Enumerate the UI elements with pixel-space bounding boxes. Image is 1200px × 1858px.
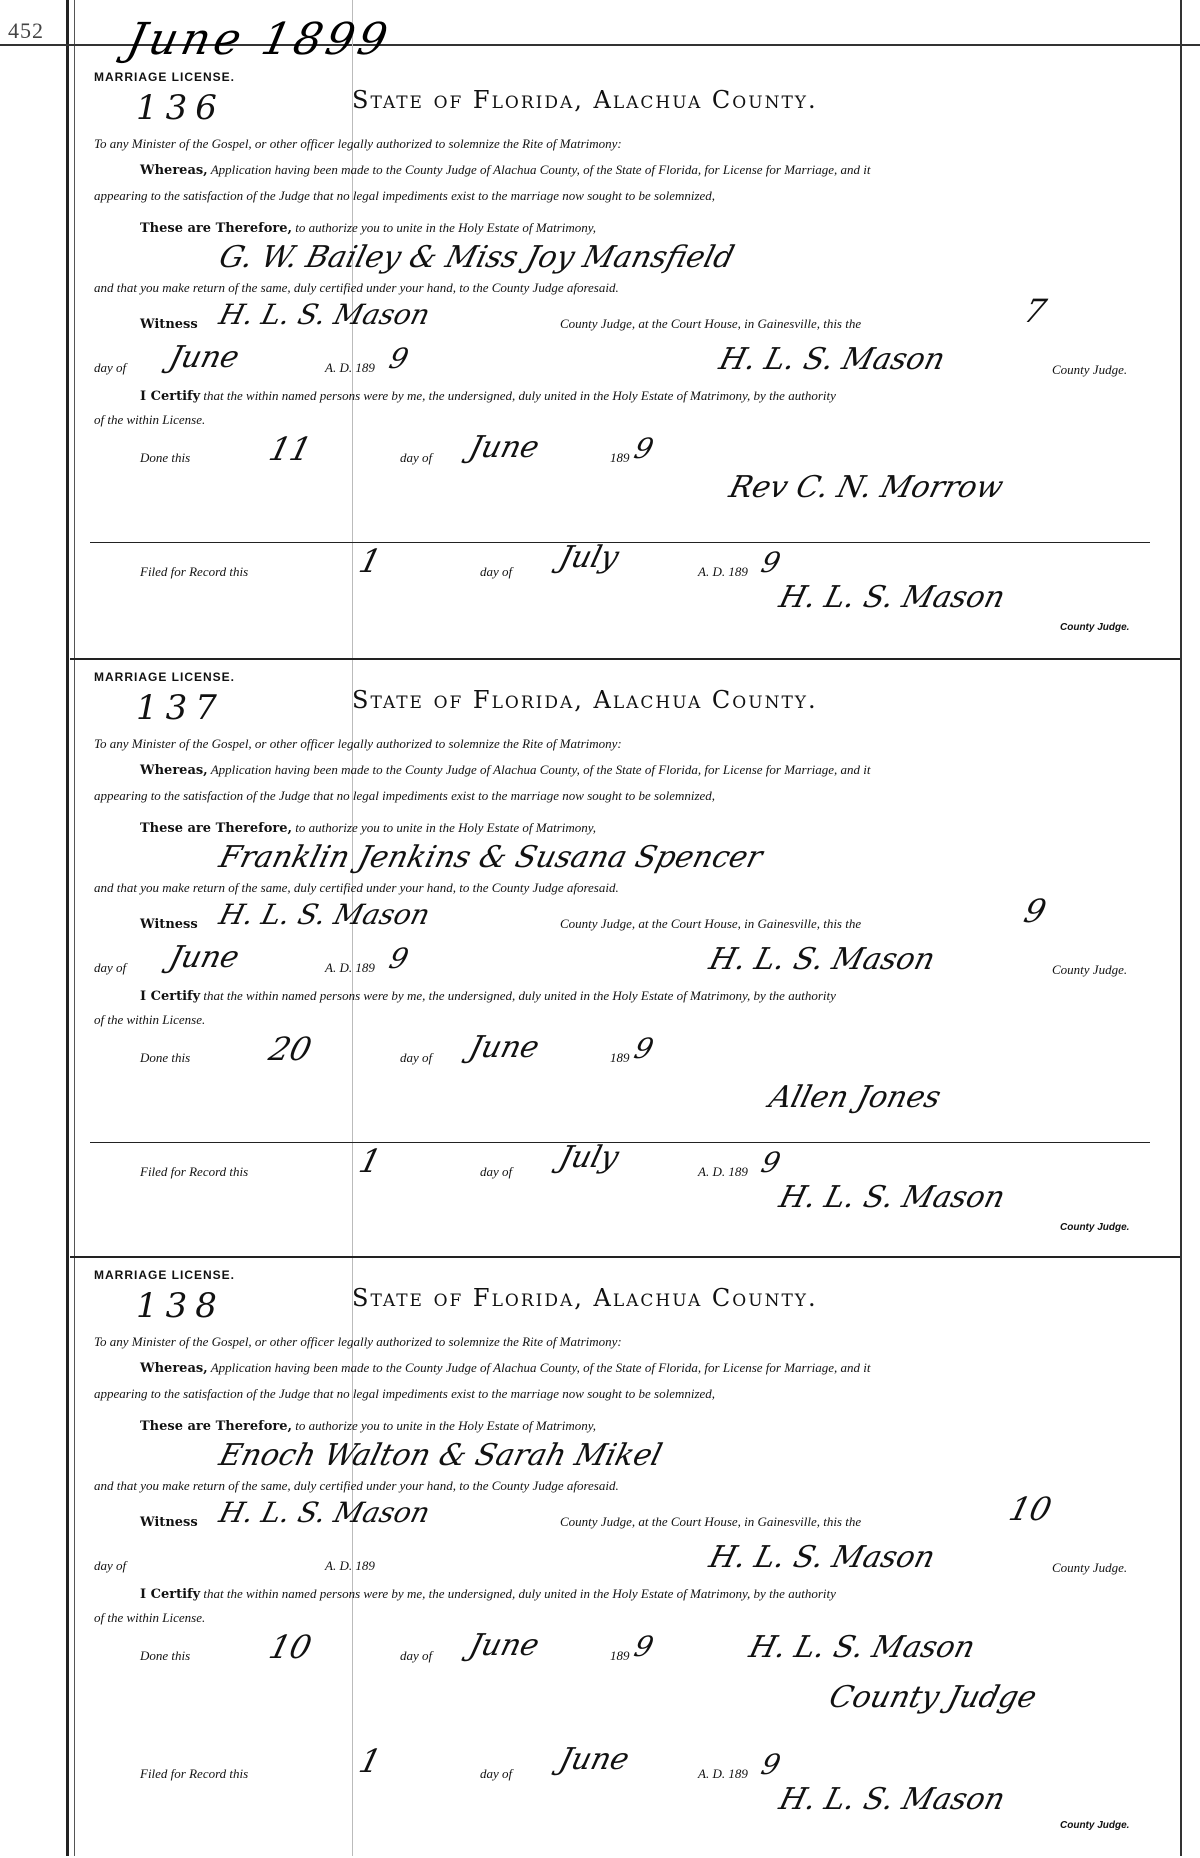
line-whereas [140,762,871,778]
county-judge-label: County Judge. [1052,962,1128,977]
done-month: June [465,1628,543,1663]
issue-day: 10 [1005,1490,1056,1528]
judge-signature: H. L. S. Mason [705,942,939,977]
filed-label: Filed for Record this [140,1164,249,1179]
state-title: State of Florida, Alachua County. [352,86,818,114]
filed-label: Filed for Record this [140,564,249,579]
witness-text: County Judge, at the Court House, in Gainesville, this the [560,316,862,331]
issue-month: June [165,940,243,975]
filed-day: 1 [355,1142,386,1180]
line-to-any-minister: To any Minister of the Gospel, or other officer legally authorized to solemnize the Rite of Matrimony: [94,136,622,151]
day-of-label: day of [94,360,127,375]
these-text: to authorize you to unite in the Holy Estate of Matrimony, [292,220,597,235]
done-month: June [465,1030,543,1065]
these-word: These are Therefore, [140,821,293,836]
line-make-return: and that you make return of the same, duly certified under your hand, to the County Judge aforesaid. [94,280,619,295]
these-word: These are Therefore, [140,1419,293,1434]
witness-judge-name: H. L. S. Mason [215,298,434,331]
line-appearing: appearing to the satisfaction of the Judge that no legal impediments exist to the marriage now sought to be solemnized, [94,1386,716,1401]
judge-signature: H. L. S. Mason [705,1540,939,1575]
filed-signature: H. L. S. Mason [775,580,1009,615]
license-divider-1 [70,658,1180,660]
filed-ad-label: A. D. 189 [698,564,748,579]
line-make-return: and that you make return of the same, duly certified under your hand, to the County Judge aforesaid. [94,880,619,895]
filed-day-of-label: day of [480,564,513,579]
done-year-digit: 9 [630,432,657,465]
filed-day: 1 [355,542,386,580]
done-year-digit: 9 [630,1032,657,1065]
done-year-prefix: 189 [610,450,630,465]
these-word: These are Therefore, [140,221,293,236]
filed-county-judge-label: County Judge. [1060,1820,1130,1831]
whereas-text: Application having been made to the County Judge of Alachua County, of the State of Florida, for License for Marriage, and it [207,1360,871,1375]
page-left-border-inner [74,0,75,1856]
page-left-border [66,0,69,1856]
license-label: MARRIAGE LICENSE. [94,670,236,684]
done-day: 20 [265,1030,316,1068]
whereas-text: Application having been made to the County Judge of Alachua County, of the State of Florida, for License for Marriage, and it [207,162,871,177]
license-138 [90,1268,1150,1858]
filed-ad-label: A. D. 189 [698,1164,748,1179]
line-these-are-therefore [140,220,596,236]
license-137 [90,670,1150,1260]
done-year-prefix: 189 [610,1050,630,1065]
whereas-word: Whereas, [140,1361,208,1376]
line-make-return: and that you make return of the same, duly certified under your hand, to the County Judge aforesaid. [94,1478,619,1493]
filed-ad-label: A. D. 189 [698,1766,748,1781]
license-number: 137 [136,688,225,728]
issue-month: June [165,340,243,375]
filed-day: 1 [355,1742,386,1780]
page-header-date: June 1899 [122,14,396,65]
license-label: MARRIAGE LICENSE. [94,70,236,84]
filed-signature: H. L. S. Mason [775,1180,1009,1215]
license-136 [90,70,1150,660]
line-these-are-therefore [140,1418,596,1434]
done-day-of-label: day of [400,450,433,465]
line-certify [140,1586,836,1602]
line-appearing: appearing to the satisfaction of the Judge that no legal impediments exist to the marriage now sought to be solemnized, [94,788,716,803]
judge-signature: H. L. S. Mason [715,342,949,377]
witness-text: County Judge, at the Court House, in Gainesville, this the [560,916,862,931]
of-within-license: of the within License. [94,1012,206,1027]
officiant-signature: H. L. S. Mason [745,1630,979,1665]
officiant-signature-line2: County Judge [825,1680,1041,1715]
whereas-text: Application having been made to the County Judge of Alachua County, of the State of Florida, for License for Marriage, and it [207,762,871,777]
officiant-signature: Rev C. N. Morrow [725,470,1007,505]
certify-word: I Certify [140,989,201,1004]
filed-signature: H. L. S. Mason [775,1782,1009,1817]
witness-text: County Judge, at the Court House, in Gainesville, this the [560,1514,862,1529]
filed-day-of-label: day of [480,1164,513,1179]
line-to-any-minister: To any Minister of the Gospel, or other officer legally authorized to solemnize the Rite of Matrimony: [94,1334,622,1349]
issue-year-digit: 9 [385,942,412,975]
line-certify [140,388,836,404]
parties-names: G. W. Bailey & Miss Joy Mansfield [215,240,738,275]
filed-month: June [555,1742,633,1777]
license-number: 136 [136,88,225,128]
done-this-label: Done this [140,1050,191,1065]
done-day-of-label: day of [400,1050,433,1065]
these-text: to authorize you to unite in the Holy Estate of Matrimony, [292,820,597,835]
filed-day-of-label: day of [480,1766,513,1781]
certify-word: I Certify [140,1587,201,1602]
issue-year-digit: 9 [385,342,412,375]
done-year-digit: 9 [630,1630,657,1663]
witness-label [140,916,198,932]
witness-judge-name: H. L. S. Mason [215,898,434,931]
line-appearing: appearing to the satisfaction of the Judge that no legal impediments exist to the marriage now sought to be solemnized, [94,188,716,203]
issue-day: 9 [1020,892,1051,930]
license-label: MARRIAGE LICENSE. [94,1268,236,1282]
witness-judge-name: H. L. S. Mason [215,1496,434,1529]
parties-names: Enoch Walton & Sarah Mikel [215,1438,666,1473]
page-number: 452 [8,18,44,43]
certify-text: that the within named persons were by me, the undersigned, duly united in the Holy Estate of Matrimony, by the authority [200,988,836,1003]
certify-text: that the within named persons were by me, the undersigned, duly united in the Holy Estate of Matrimony, by the authority [200,1586,836,1601]
witness-word: Witness [140,317,198,332]
line-whereas [140,1360,871,1376]
filed-county-judge-label: County Judge. [1060,622,1130,633]
done-this-label: Done this [140,1648,191,1663]
these-text: to authorize you to unite in the Holy Estate of Matrimony, [292,1418,597,1433]
ad-label: A. D. 189 [325,960,375,975]
county-judge-label: County Judge. [1052,1560,1128,1575]
certify-text: that the within named persons were by me, the undersigned, duly united in the Holy Estate of Matrimony, by the authority [200,388,836,403]
filed-month: July [555,540,623,575]
filed-county-judge-label: County Judge. [1060,1222,1130,1233]
page-right-border [1180,0,1182,1856]
state-title: State of Florida, Alachua County. [352,686,818,714]
witness-label [140,316,198,332]
done-day: 10 [265,1628,316,1666]
filed-year-digit: 9 [757,1146,784,1179]
done-day: 11 [265,430,316,468]
ad-label: A. D. 189 [325,1558,375,1573]
witness-word: Witness [140,1515,198,1530]
ad-label: A. D. 189 [325,360,375,375]
line-these-are-therefore [140,820,596,836]
witness-word: Witness [140,917,198,932]
license-number: 138 [136,1286,225,1326]
witness-label [140,1514,198,1530]
parties-names: Franklin Jenkins & Susana Spencer [215,840,766,875]
day-of-label: day of [94,960,127,975]
of-within-license: of the within License. [94,1610,206,1625]
done-month: June [465,430,543,465]
line-to-any-minister: To any Minister of the Gospel, or other officer legally authorized to solemnize the Rite of Matrimony: [94,736,622,751]
done-day-of-label: day of [400,1648,433,1663]
whereas-word: Whereas, [140,163,208,178]
done-year-prefix: 189 [610,1648,630,1663]
line-whereas [140,162,871,178]
filed-year-digit: 9 [757,1748,784,1781]
whereas-word: Whereas, [140,763,208,778]
filed-label: Filed for Record this [140,1766,249,1781]
of-within-license: of the within License. [94,412,206,427]
license-divider-2 [70,1256,1180,1258]
filed-year-digit: 9 [757,546,784,579]
done-this-label: Done this [140,450,191,465]
day-of-label: day of [94,1558,127,1573]
certify-word: I Certify [140,389,201,404]
issue-day: 7 [1020,292,1051,330]
officiant-signature: Allen Jones [765,1080,945,1115]
line-certify [140,988,836,1004]
filed-month: July [555,1140,623,1175]
county-judge-label: County Judge. [1052,362,1128,377]
state-title: State of Florida, Alachua County. [352,1284,818,1312]
